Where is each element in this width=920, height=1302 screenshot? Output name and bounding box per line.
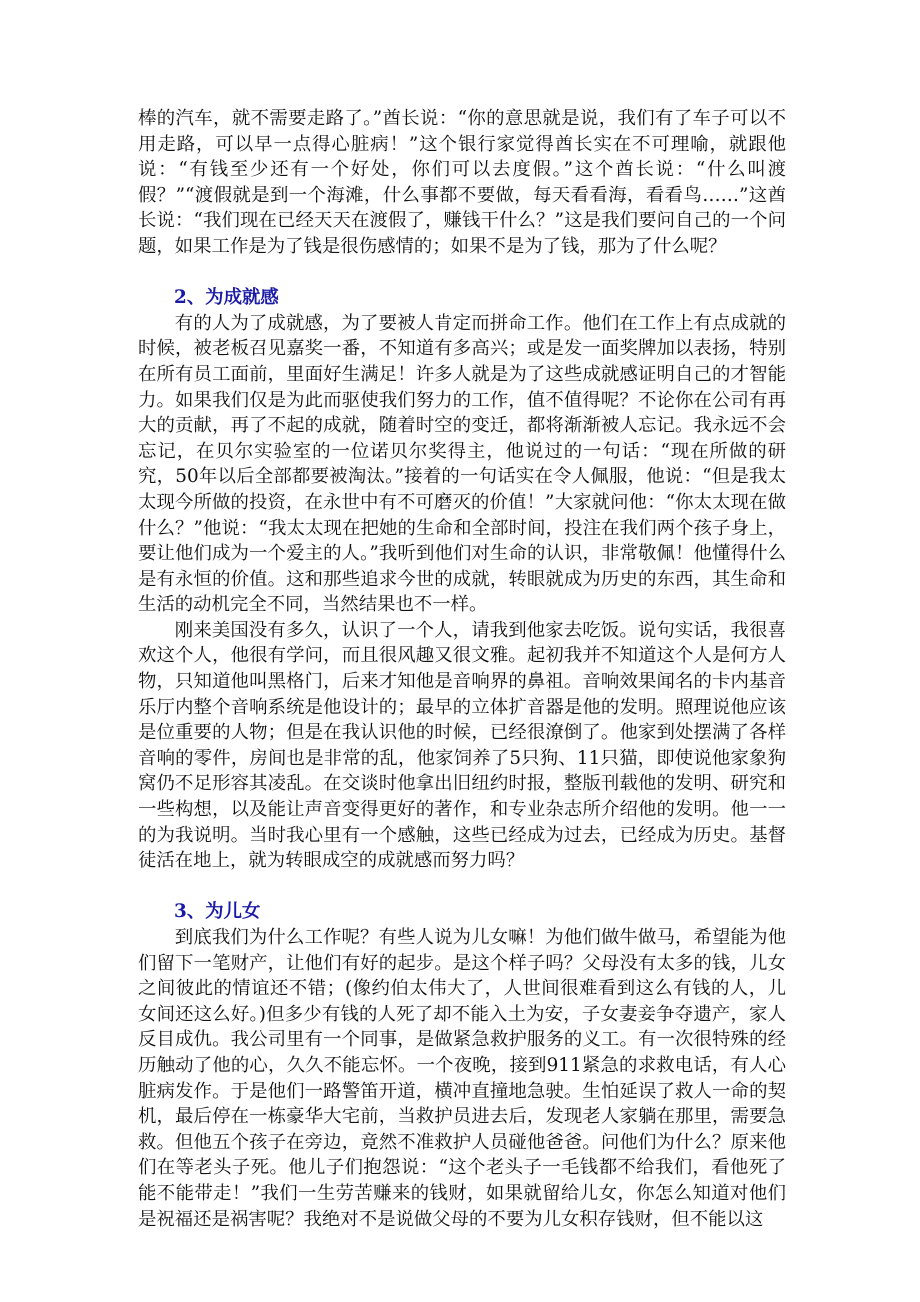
paragraph-chief-dialogue: 棒的汽车，就不需要走路了。”酋长说：“你的意思就是说，我们有了车子可以不用走路，可以早一点得心脏病！”这个银行家觉得酋长实在不可理喻，就跟他说：“有钱至少还有一个好处，你们可以去度假。”这个酋长说：“什么叫渡假？”“渡假就是到一个海滩，什么事都不要做，每天看看海，看看鸟……”这酋长说：“我们现在已经天天在渡假了，赚钱干什么？”这是我们要问自己的一个问题，如果工作是为了钱是很伤感情的；如果不是为了钱，那为了什么呢？ [138,108,786,257]
paragraph-hegman-story: 刚来美国没有多久，认识了一个人，请我到他家去吃饭。说句实话，我很喜欢这个人，他很有学问，而且很风趣又很文雅。起初我并不知道这个人是何方人物，只知道他叫黑格门，后来才知他是音响界的鼻祖。音响效果闻名的卡内基音乐厅内整个音响系统是他设计的；最早的立体扩音器是他的发明。照理说他应该是位重要的人物；但是在我认识他的时候，已经很潦倒了。他家到处摆满了各样音响的零件，房间也是非常的乱，他家饲养了5只狗、11只猫，即使说他家象狗窝仍不足形容其凌乱。在交谈时他拿出旧纽约时报，整版刊载他的发明、研究和一些构想，以及能让声音变得更好的著作，和专业杂志所介绍他的发明。他一一的为我说明。当时我心里有一个感触，这些已经成为过去，已经成为历史。基督徒活在地上，就为转眼成空的成就感而努力吗？ [138,619,786,872]
section-heading-children: 3、为儿女 [174,901,261,923]
section-heading-achievement: 2、为成就感 [174,287,279,309]
document-page [138,106,786,1232]
spacer [138,260,786,286]
paragraph-children: 到底我们为什么工作呢？有些人说为儿女嘛！为他们做牛做马，希望能为他们留下一笔财产，让他们有好的起步。是这个样子吗？父母没有太多的钱，儿女之间彼此的情谊还不错；(像约伯太伟大了，人世间很难看到这么有钱的人，儿女间还这么好。)但多少有钱的人死了却不能入土为安，子女妻妾争夺遗产，家人反目成仇。我公司里有一个同事，是做紧急救护服务的义工。有一次很特殊的经历触动了他的心，久久不能忘怀。一个夜晚，接到911紧急的求救电话，有人心脏病发作。于是他们一路警笛开道，横冲直撞地急驶。生怕延误了救人一命的契机，最后停在一栋豪华大宅前，当救护员进去后，发现老人家躺在那里，需要急救。但他五个孩子在旁边，竟然不准救护人员碰他爸爸。问他们为什么？原来他们在等老头子死。他儿子们抱怨说：“这个老头子一毛钱都不给我们，看他死了能不能带走！”我们一生劳苦赚来的钱财，如果就留给儿女，你怎么知道对他们是祝福还是祸害呢？我绝对不是说做父母的不要为儿女积存钱财，但不能以这 [138,927,786,1230]
paragraph-achievement: 有的人为了成就感，为了要被人肯定而拼命工作。他们在工作上有点成就的时候，被老板召见嘉奖一番，不知道有多高兴；或是发一面奖牌加以表扬，特别在所有员工面前，里面好生满足！许多人就是为了这些成就感证明自己的才智能力。如果我们仅是为此而驱使我们努力的工作，值不值得呢？不论你在公司有再大的贡献，再了不起的成就，随着时空的变迁，都将渐渐被人忘记。我永远不会忘记，在贝尔实验室的一位诺贝尔奖得主，他说过的一句话：“现在所做的研究，50年以后全部都要被淘汰。”接着的一句话实在令人佩服，他说：“但是我太太现今所做的投资，在永世中有不可磨灭的价值！”大家就问他：“你太太现在做什么？”他说：“我太太现在把她的生命和全部时间，投注在我们两个孩子身上，要让他们成为一个爱主的人。”我听到他们对生命的认识，非常敬佩！他懂得什么是有永恒的价值。这和那些追求今世的成就，转眼就成为历史的东西，其生命和生活的动机完全不同，当然结果也不一样。 [138,312,786,616]
spacer [138,874,786,900]
